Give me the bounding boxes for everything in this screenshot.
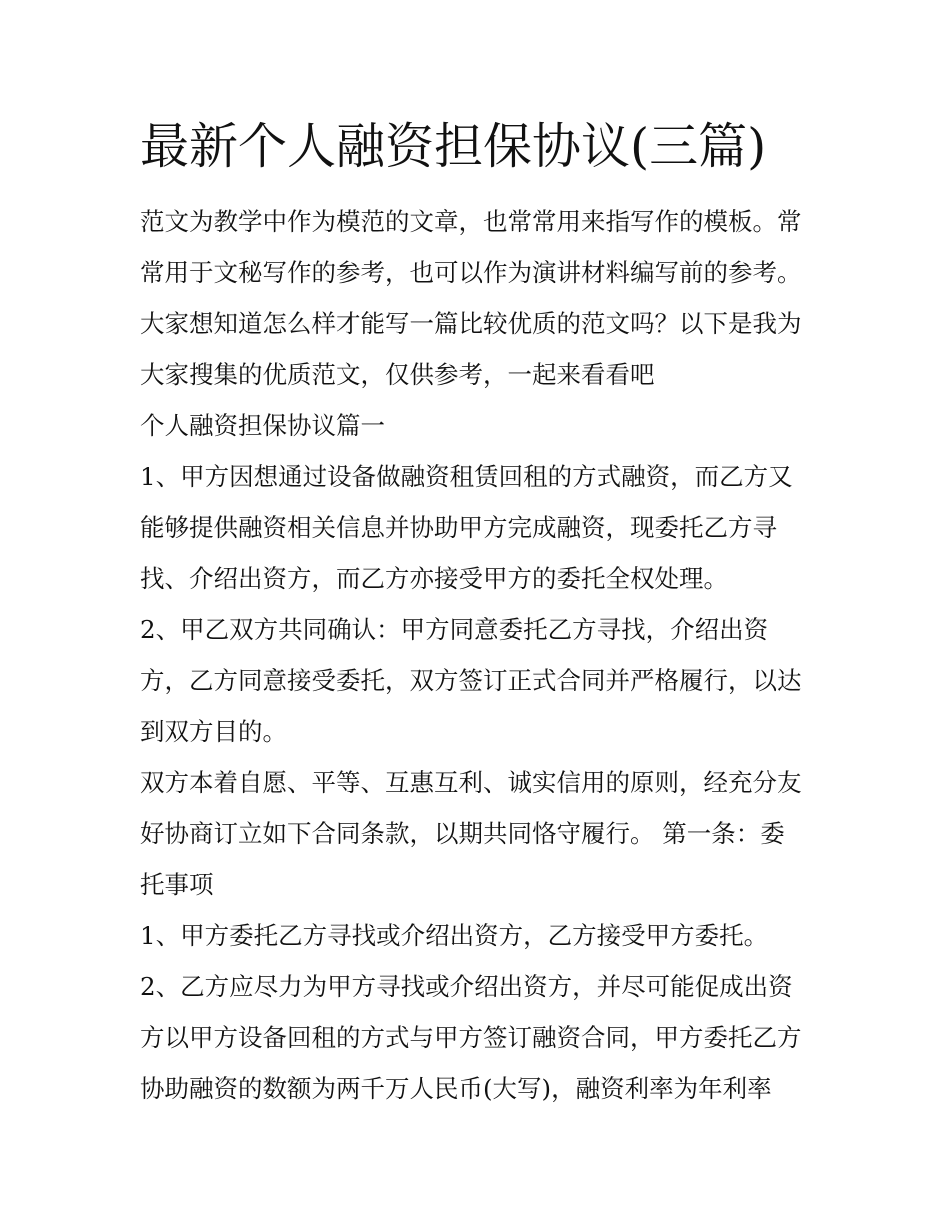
paragraph-line: 1、甲方因想通过设备做融资租赁回租的方式融资，而乙方又 <box>140 462 793 491</box>
paragraph-line: 好协商订立如下合同条款，以期共同恪守履行。 第一条：委 <box>140 819 785 848</box>
paragraph-line: 方以甲方设备回租的方式与甲方签订融资合同，甲方委托乙方 <box>140 1023 802 1052</box>
paragraph-line: 大家搜集的优质范文，仅供参考，一起来看看吧 <box>140 360 655 389</box>
paragraph-line: 2、甲乙双方共同确认：甲方同意委托乙方寻找，介绍出资 <box>140 615 769 644</box>
document-title: 最新个人融资担保协议(三篇) <box>140 118 767 175</box>
paragraph-line: 1、甲方委托乙方寻找或介绍出资方，乙方接受甲方委托。 <box>140 921 769 950</box>
paragraph-line: 范文为教学中作为模范的文章，也常常用来指写作的模板。常 <box>140 207 802 236</box>
paragraph-line: 到双方目的。 <box>140 717 287 746</box>
paragraph-line: 大家想知道怎么样才能写一篇比较优质的范文吗？以下是我为 <box>140 309 802 338</box>
paragraph-line: 托事项 <box>140 870 214 899</box>
section-heading: 个人融资担保协议篇一 <box>140 411 385 440</box>
paragraph-line: 双方本着自愿、平等、互惠互利、诚实信用的原则，经充分友 <box>140 768 802 797</box>
paragraph-line: 常用于文秘写作的参考，也可以作为演讲材料编写前的参考。 <box>140 258 802 287</box>
paragraph-line: 找、介绍出资方，而乙方亦接受甲方的委托全权处理。 <box>140 564 728 593</box>
paragraph-line: 能够提供融资相关信息并协助甲方完成融资，现委托乙方寻 <box>140 513 777 542</box>
paragraph-line: 2、乙方应尽力为甲方寻找或介绍出资方，并尽可能促成出资 <box>140 972 793 1001</box>
paragraph-line: 协助融资的数额为两千万人民币(大写)，融资利率为年利率 <box>140 1074 772 1103</box>
paragraph-line: 方，乙方同意接受委托，双方签订正式合同并严格履行，以达 <box>140 666 802 695</box>
